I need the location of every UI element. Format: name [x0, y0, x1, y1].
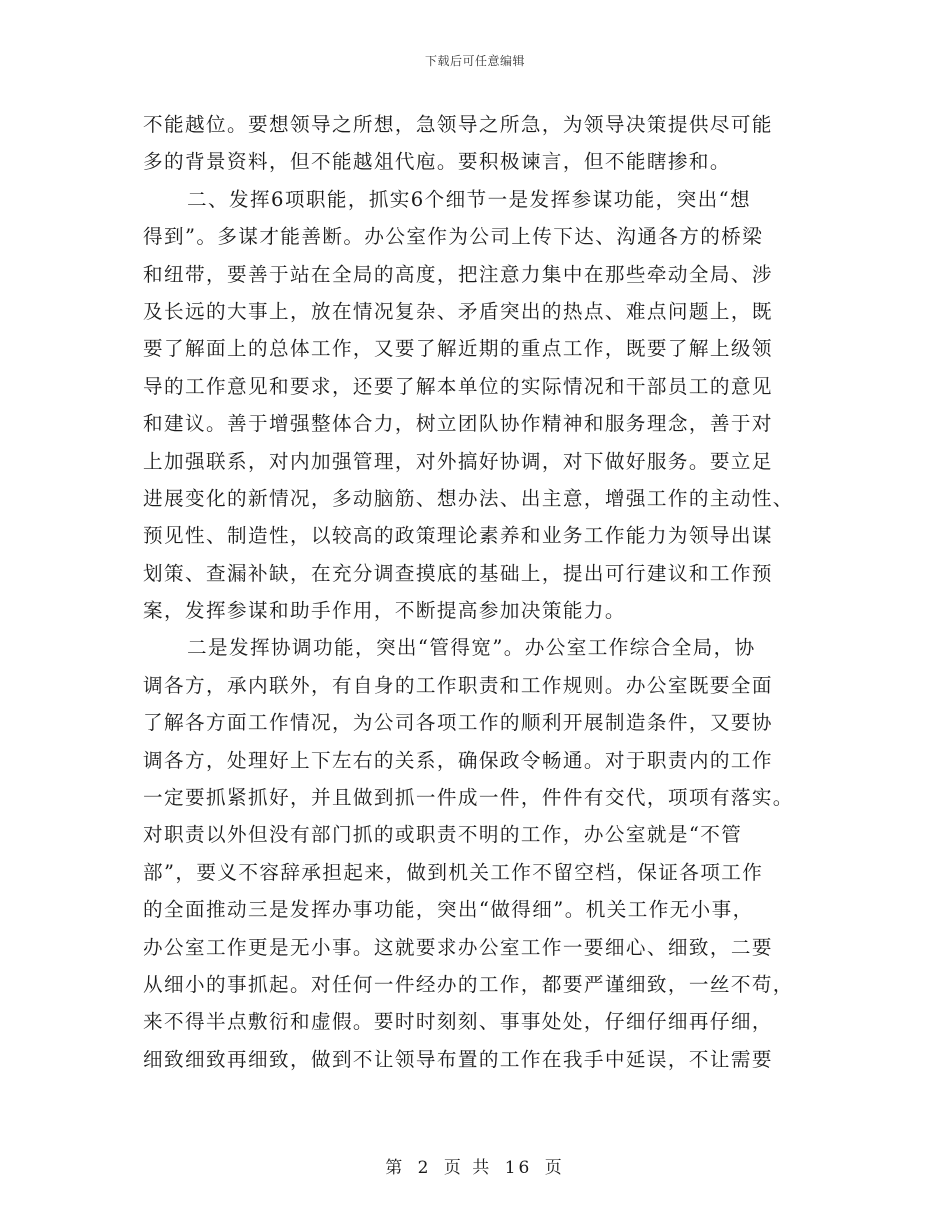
- text-line: 及长远的大事上，放在情况复杂、矛盾突出的热点、难点问题上，既: [143, 299, 773, 323]
- text-line: 划策、查漏补缺，在充分调查摸底的基础上，提出可行建议和工作预: [143, 561, 773, 585]
- text-line: 和纽带，要善于站在全局的高度，把注意力集中在那些牵动全局、涉: [143, 262, 773, 286]
- text-line: 调各方，承内联外，有自身的工作职责和工作规则。办公室既要全面: [143, 673, 773, 697]
- total-page-count: 16: [504, 1158, 533, 1178]
- text-line: 来不得半点敷衍和虚假。要时时刻刻、事事处处，仔细仔细再仔细，: [143, 1010, 773, 1034]
- text-line: 一定要抓紧抓好，并且做到抓一件成一件，件件有交代，项项有落实。: [143, 786, 794, 810]
- footer-suffix: 页: [544, 1158, 565, 1178]
- footer-prefix: 第: [385, 1158, 406, 1178]
- text-line: 不能越位。要想领导之所想，急领导之所急，为领导决策提供尽可能: [143, 113, 773, 136]
- text-line: 预见性、制造性，以较高的政策理论素养和业务工作能力为领导出谋: [143, 524, 773, 548]
- text-line: 细致细致再细致，做到不让领导布置的工作在我手中延误，不让需要: [143, 1047, 773, 1071]
- text-line: 进展变化的新情况，多动脑筋、想办法、出主意，增强工作的主动性、: [143, 486, 794, 510]
- footer-middle: 页 共: [443, 1158, 493, 1178]
- text-line: 对职责以外但没有部门抓的或职责不明的工作，办公室就是“不管: [143, 823, 743, 847]
- body-text: [143, 106, 815, 1078]
- text-line: 上加强联系，对内加强管理，对外搞好协调，对下做好服务。要立足: [143, 449, 773, 473]
- text-line: 多的背景资料，但不能越俎代庖。要积极谏言，但不能瞎掺和。: [143, 150, 731, 174]
- text-line: 要了解面上的总体工作，又要了解近期的重点工作，既要了解上级领: [143, 337, 773, 361]
- paragraph-start-line: 二、发挥6项职能，抓实6个细节一是发挥参谋功能，突出“想: [187, 187, 751, 211]
- text-line: 的全面推动三是发挥办事功能，突出“做得细”。机关工作无小事，: [143, 898, 754, 922]
- text-line: 部”，要义不容辞承担起来，做到机关工作不留空档，保证各项工作: [143, 860, 764, 884]
- text-line: 导的工作意见和要求，还要了解本单位的实际情况和干部员工的意见: [143, 374, 773, 398]
- text-line: 了解各方面工作情况，为公司各项工作的顺利开展制造条件，又要协: [143, 711, 773, 735]
- page-footer: [0, 1153, 950, 1178]
- text-line: 调各方，处理好上下左右的关系，确保政令畅通。对于职责内的工作: [143, 748, 773, 772]
- text-line: 得到”。多谋才能善断。办公室作为公司上传下达、沟通各方的桥梁: [143, 225, 764, 249]
- text-line: 从细小的事抓起。对任何一件经办的工作，都要严谨细致，一丝不苟，: [143, 972, 794, 996]
- page-header: 下载后可任意编辑: [424, 54, 525, 68]
- current-page-number: 2: [417, 1158, 432, 1178]
- text-line: 和建议。善于增强整体合力，树立团队协作精神和服务理念，善于对: [143, 412, 773, 436]
- paragraph-start-line: 二是发挥协调功能，突出“管得宽”。办公室工作综合全局，协: [187, 636, 756, 660]
- text-line: 案，发挥参谋和助手作用，不断提高参加决策能力。: [143, 599, 626, 623]
- text-line: 办公室工作更是无小事。这就要求办公室工作一要细心、细致，二要: [143, 935, 773, 959]
